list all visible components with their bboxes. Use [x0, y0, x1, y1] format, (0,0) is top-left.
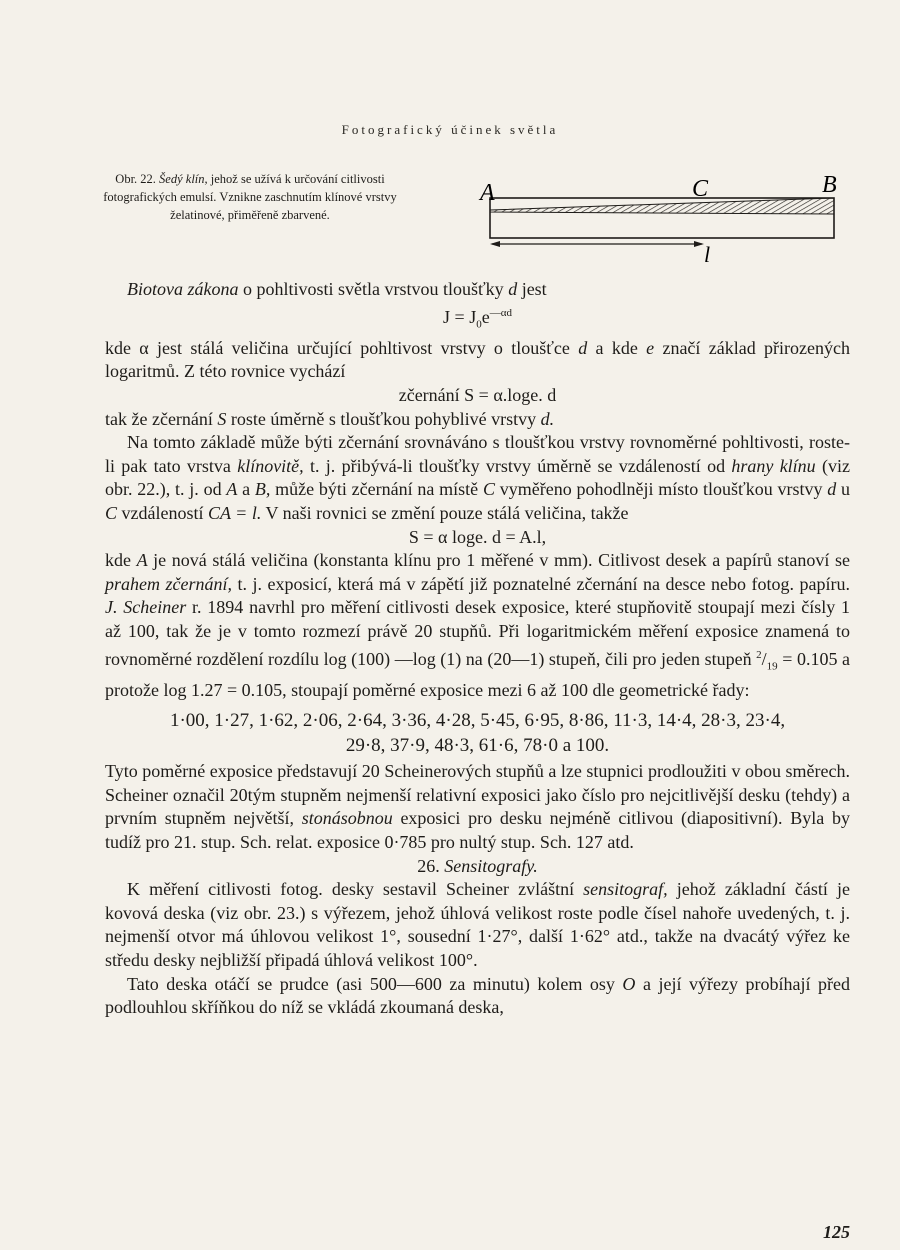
section-title: Sensitografy. [444, 855, 538, 876]
section-heading [105, 855, 850, 879]
text-run: = 0.105 a protože log 1.27 = 0.105, stoupají poměrné exposice mezi 6 až 100 dle geometrické řady: [105, 648, 850, 700]
term-prahem: prahem zčernání, [105, 573, 232, 594]
var-a: A [226, 479, 238, 500]
var-a: A [136, 550, 148, 571]
text-run: roste úměrně s tloušťkou pohyblivé vrstvy [226, 408, 541, 429]
text-run: jehož základní částí je kovová deska (viz obr. 23.) s výřezem, jehož úhlová velikost roste podle čísel nahoře uvedených, t. j. nejmenší otvor má úhlovou velikost 1°, sousední 1·27°, další 1·62° atd., takže na dvacátý výřez ke středu desky nejbližší připadá úhlová velikost 100°. [105, 879, 850, 971]
var-d: d [827, 479, 837, 500]
text-run: vzdáleností [117, 502, 208, 523]
fraction-denominator: 19 [766, 660, 778, 673]
var-s: S [217, 408, 227, 429]
text-run: tak že zčernání [105, 408, 218, 429]
series-line-2: 29·8, 37·9, 48·3, 61·6, 78·0 a 100. [345, 735, 610, 757]
text-run: a [237, 479, 255, 500]
paragraph-wedge [105, 431, 850, 525]
text-run: jest [517, 279, 547, 299]
term-biot: Biotova zákona [127, 279, 239, 299]
term-klinovite: klínovitě, [237, 455, 304, 476]
eq-subscript: 0 [476, 318, 482, 331]
term-scheiner: J. Scheiner [105, 597, 187, 618]
text-run: Na tomto základě může býti zčernání srovnáváno s tloušťkou vrstvy rovnoměrné pohltivosti, roste-li pak tato vrstva [105, 432, 850, 476]
equation-1 [105, 302, 850, 337]
text-run: o pohltivosti světla vrstvou tloušťky [238, 279, 509, 299]
text-run: kde α jest stálá veličina určující pohltivost vrstvy o tloušťce [105, 337, 579, 358]
paragraph-rotation [105, 973, 850, 1020]
caption-prefix: Obr. 22. [115, 172, 156, 186]
label-b: B [822, 172, 837, 198]
paragraph-biot [105, 278, 850, 302]
fraction-numerator: 2 [756, 648, 762, 661]
var-b: B, [254, 479, 271, 500]
text-run: V naši rovnici se změní pouze stálá veličina, takže [261, 502, 629, 523]
paragraph-scheiner: kde A je nová stálá veličina (konstanta klínu pro 1 měřené v mm). Citlivost desek a papírů stanoví se prahem zčernání, t. j. exposicí, která má v zápětí již poznatelné zčernání na desce nebo fotog. papíru. J. Scheiner r. 1894 navrhl pro měření citlivosti desek exposice, které stupňovitě stoupají mezi čísly 1 až 100, tak že je v tomto rozmezí právě 20 stupňů. Při logaritmickém měření exposice znamená to rovnoměrné rozdělení rozdílu log (100) —log (1) na (20—1) stupeň, čili pro jeden stupeň $^2/_{19} = 0.105$ a protože log 1.27 = 0.105, stoupají poměrné exposice mezi 6 až 100 dle geometrické řady: [105, 550, 850, 700]
var-d: d [508, 279, 518, 299]
arrow-head-left [490, 241, 500, 247]
paragraph-sensitograph [105, 878, 850, 972]
var-d: d. [540, 408, 555, 429]
text-run: a kde [587, 337, 647, 358]
gray-wedge-figure [470, 170, 850, 280]
text-run: vyměřeno pohodlněji místo tloušťkou vrstvy [494, 479, 828, 500]
text-run: t. j. přibývá-li tloušťky vrstvy úměrně se vzdáleností od [303, 455, 732, 476]
text-run: r. 1894 navrhl pro měření citlivosti desek exposice, které stupňovitě stoupají mezi čísly 1 až 100, tak že je v tomto rozmezí právě 20 stupňů. Při logaritmickém měření exposice znamená to rovnoměrné rozdělení rozdílu log (100) —log (1) na (20—1) stupeň, čili pro jeden stupeň [105, 597, 850, 669]
term-stonasobnou: stonásobnou [301, 808, 393, 829]
term-hrany: hrany klínu [731, 455, 816, 476]
text-run: značí základ přirozených logaritmů. Z této rovnice vychází [105, 337, 850, 382]
figure-caption [100, 170, 400, 224]
text-run: (viz obr. 22.), t. j. od [105, 455, 850, 500]
text-run: K měření citlivosti fotog. desky sestavil Scheiner zvláštní [127, 879, 584, 900]
var-ca: CA = l. [208, 502, 262, 523]
text-run: je nová stálá veličina (konstanta klínu pro 1 měřené v mm). Citlivost desek a papírů stanoví se [147, 550, 850, 571]
label-a: A [480, 180, 495, 206]
eq-part: e [481, 306, 490, 327]
equation-2: zčernání S = α.loge. d [398, 384, 557, 405]
equation-3: S = α loge. d = A.l, [408, 526, 547, 547]
label-c: C [692, 176, 709, 202]
text-run: t. j. exposicí, která má v zápětí již poznatelné zčernání na desce nebo fotog. papíru. [232, 573, 850, 594]
text-run: Tyto poměrné exposice představují 20 Scheinerových stupňů a lze stupnici prodloužiti v obou směrech. Scheiner označil 20tým stupněm nejmenší relativní exposici jako číslo pro nejcitlivější desku (tehdy) a prvním stupněm největší, [105, 761, 850, 829]
series-line-1: 1·00, 1·27, 1·62, 2·06, 2·64, 3·36, 4·28, 5·45, 6·95, 8·86, 11·3, 14·4, 28·3, 23·4, [169, 710, 786, 732]
text-run: kde [105, 550, 137, 571]
var-o: O [622, 973, 636, 994]
paragraph-proportional [105, 408, 850, 432]
page-number: 125 [823, 1222, 850, 1242]
caption-title: Šedý klín, [159, 172, 208, 186]
eq-part: J = J [443, 306, 477, 327]
var-c: C [105, 502, 118, 523]
var-d: d [578, 337, 588, 358]
text-run: exposici pro desku nejméně citlivou (diapositivní). Byla by tudíž pro 21. stup. Sch. relat. exposice 0·785 pro nultý stup. Sch. 127 atd. [105, 808, 850, 853]
caption-text: jehož se užívá k určování citlivosti fotografických emulsí. Vznikne zaschnutím klínové vrstvy želatinové, přiměřeně zbarvené. [103, 172, 397, 222]
text-run: může býti zčernání na místě [270, 479, 483, 500]
exposure-series [105, 708, 850, 758]
label-l: l [704, 242, 711, 267]
var-c: C [482, 479, 495, 500]
var-e: e [646, 337, 655, 358]
term-sensitograf: sensitograf, [583, 879, 668, 900]
text-run: u [836, 479, 851, 500]
section-number: 26. [417, 855, 440, 876]
main-text [105, 278, 850, 1020]
wedge-shape [490, 198, 834, 214]
text-run: a její výřezy probíhají před podlouhlou skříňkou do níž se vkládá zkoumaná deska, [105, 973, 850, 1018]
text-run: Tato deska otáčí se prudce (asi 500—600 za minutu) kolem osy [127, 973, 623, 994]
paragraph-alpha [105, 337, 850, 384]
eq-superscript: —αd [489, 306, 512, 319]
arrow-head-right [694, 241, 704, 247]
paragraph-scheiner-steps [105, 760, 850, 854]
running-head: Fotografický účinek světla [341, 122, 559, 137]
